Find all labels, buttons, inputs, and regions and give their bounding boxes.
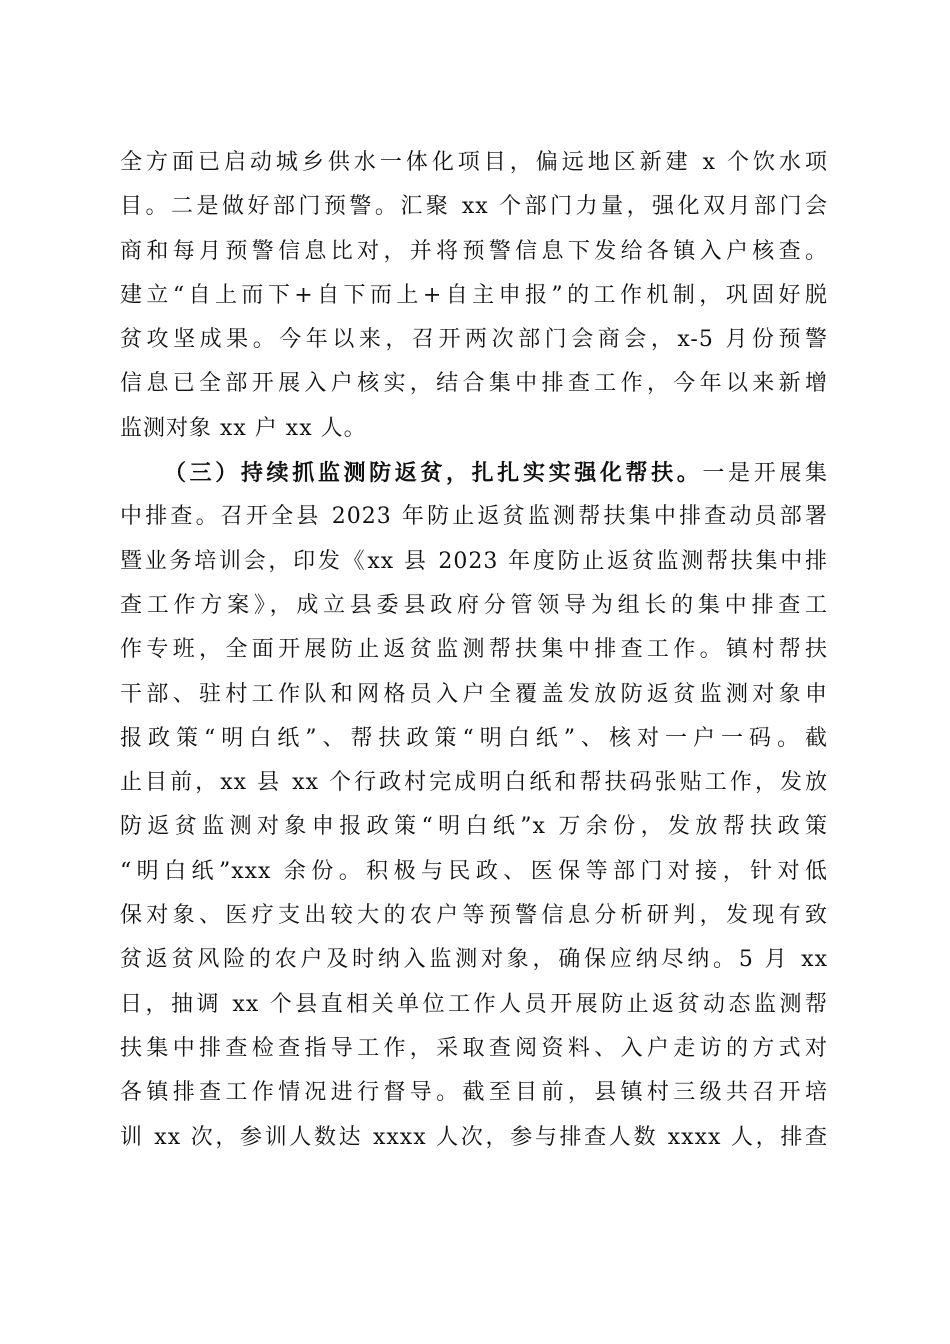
text-line: 防返贫监测对象申报政策“明白纸”x 万余份，发放帮扶政策 [120, 814, 828, 840]
text-line: 中排查。召开全县 2023 年防止返贫监测帮扶集中排查动员部署 [120, 504, 828, 530]
text-line: 保对象、医疗支出较大的农户等预警信息分析研判，发现有致 [120, 903, 828, 929]
text-line: 作专班，全面开展防止返贫监测帮扶集中排查工作。镇村帮扶 [120, 637, 828, 663]
text-line: 日，抽调 xx 个县直相关单位工作人员开展防止返贫动态监测帮 [120, 991, 828, 1017]
text-line: 训 xx 次，参训人数达 xxxx 人次，参与排查人数 xxxx 人，排查 [120, 1124, 828, 1150]
text-line: “明白纸”xxx 余份。积极与民政、医保等部门对接，针对低 [120, 858, 828, 884]
text-line: 暨业务培训会，印发《xx 县 2023 年度防止返贫监测帮扶集中排 [120, 548, 828, 574]
text-line: 贫返贫风险的农户及时纳入监测对象，确保应纳尽纳。5 月 xx [120, 947, 828, 973]
text-line: 贫攻坚成果。今年以来，召开两次部门会商会，x-5 月份预警 [120, 327, 828, 353]
paragraph-2-first-line [120, 451, 828, 495]
paragraph-2 [120, 451, 828, 1160]
first-line-text: 一是开展集 [702, 461, 828, 487]
text-line: 查工作方案》，成立县委县政府分管领导为组长的集中排查工 [120, 592, 828, 618]
paragraph-1 [120, 141, 828, 451]
text-line: 建立“自上而下+自下而上+自主申报”的工作机制，巩固好脱 [120, 282, 828, 308]
text-line: 报政策“明白纸”、帮扶政策“明白纸”、核对一户一码。截 [120, 725, 828, 751]
text-line: 止目前，xx 县 xx 个行政村完成明白纸和帮扶码张贴工作，发放 [120, 770, 828, 796]
text-line: 商和每月预警信息比对，并将预警信息下发给各镇入户核查。 [120, 238, 828, 264]
text-line: 监测对象 xx 户 xx 人。 [120, 415, 367, 441]
text-line: 信息已全部开展入户核实，结合集中排查工作，今年以来新增 [120, 371, 828, 397]
text-line: 扶集中排查检查指导工作，采取查阅资料、入户走访的方式对 [120, 1035, 828, 1061]
document-body [120, 141, 828, 1160]
text-line: 目。二是做好部门预警。汇聚 xx 个部门力量，强化双月部门会 [120, 194, 828, 220]
text-line: 干部、驻村工作队和网格员入户全覆盖发放防返贫监测对象申 [120, 681, 828, 707]
section-heading: （三）持续抓监测防返贫，扎扎实实强化帮扶。 [164, 460, 703, 487]
text-line: 全方面已启动城乡供水一体化项目，偏远地区新建 x 个饮水项 [120, 150, 828, 175]
text-line: 各镇排查工作情况进行督导。截至目前，县镇村三级共召开培 [120, 1080, 828, 1106]
